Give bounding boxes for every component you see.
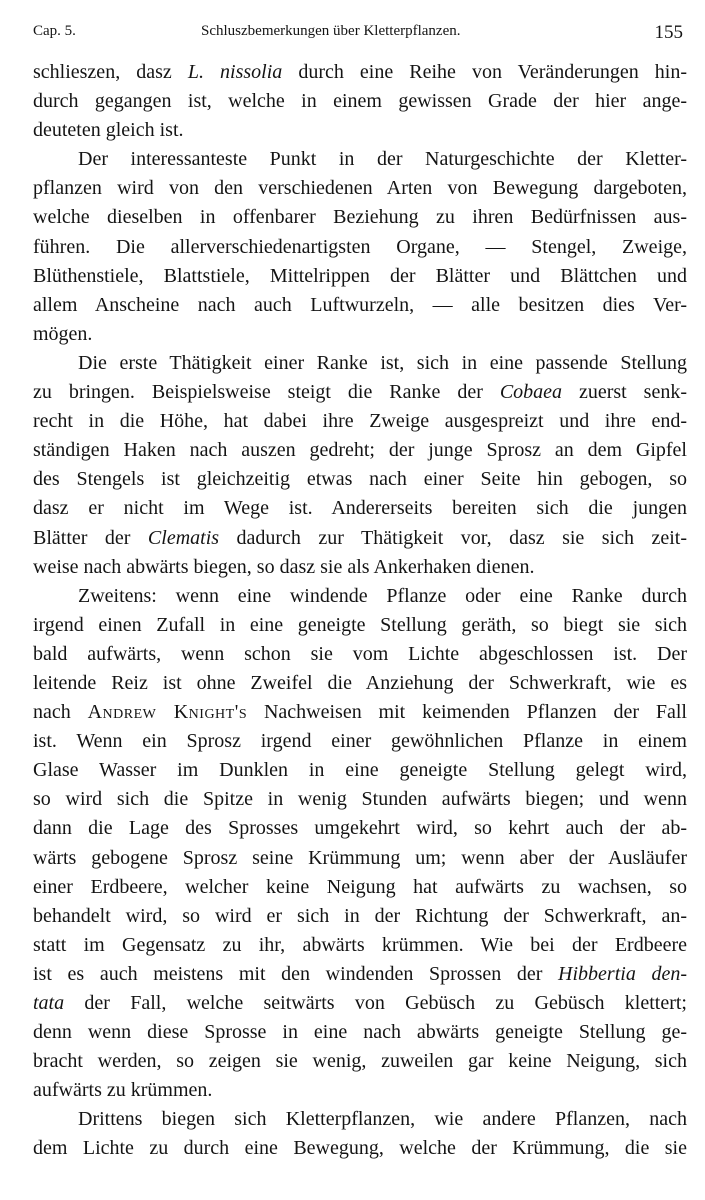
text-line: schlieszen, dasz L. nissolia durch eine Reihe von Veränderungen hin- xyxy=(33,61,687,83)
italic-term: Clematis xyxy=(147,526,220,549)
italic-term: Hibbertia den- xyxy=(558,962,687,985)
italic-term: L. nissolia xyxy=(187,61,283,83)
text-line: wärts gebogene Sprosz seine Krümmung um; wenn aber der Ausläufer xyxy=(33,846,687,869)
text-line: führen. Die allerverschiedenartigsten Organe, — Stengel, Zweige, xyxy=(33,235,687,258)
text-line: Blüthenstiele, Blattstiele, Mittelrippen der Blätter und Blättchen und xyxy=(33,264,687,287)
text-line: recht in die Höhe, hat dabei ihre Zweige ausgespreizt und ihre end- xyxy=(33,410,687,433)
text-line: denn wenn diese Sprosse in eine nach abwärts geneigte Stellung ge- xyxy=(33,1021,687,1044)
text-line: des Stengels ist gleichzeitig etwas nach einer Seite hin gebogen, so xyxy=(33,468,687,491)
text-line: welche dieselben in offenbarer Beziehung zu ihren Bedürfnissen aus- xyxy=(33,206,687,229)
text-line: Die erste Thätigkeit einer Ranke ist, sich in eine passende Stellung xyxy=(78,351,687,374)
text-line: zu bringen. Beispielsweise steigt die Ranke der Cobaea zuerst senk- xyxy=(33,381,687,404)
text-line: ist. Wenn ein Sprosz irgend einer gewöhnlichen Pflanze in einem xyxy=(33,730,687,753)
text-line: deuteten gleich ist. xyxy=(33,119,184,142)
italic-term: Cobaea xyxy=(499,381,563,404)
text-line: Drittens biegen sich Kletterpflanzen, wie andere Pflanzen, nach xyxy=(78,1108,687,1131)
text-line: mögen. xyxy=(33,322,93,345)
small-caps-name: Andrew Knight's xyxy=(87,701,248,724)
chapter-label: Cap. 5. xyxy=(33,23,76,39)
text-line: aufwärts zu krümmen. xyxy=(33,1079,213,1102)
text-line: behandelt wird, so wird er sich in der Richtung der Schwerkraft, an- xyxy=(33,904,687,927)
text-line: statt im Gegensatz zu ihr, abwärts krümmen. Wie bei der Erdbeere xyxy=(33,933,687,956)
text-line: einer Erdbeere, welcher keine Neigung hat aufwärts zu wachsen, so xyxy=(33,875,687,898)
text-line: bald aufwärts, wenn schon sie vom Lichte abgeschlossen ist. Der xyxy=(33,642,687,665)
text-line: ist es auch meistens mit den windenden Sprossen der Hibbertia den- xyxy=(33,962,687,985)
page-header xyxy=(33,18,687,44)
text-line: bracht werden, so zeigen sie wenig, zuweilen gar keine Neigung, sich xyxy=(33,1050,687,1073)
text-line: ständigen Haken nach auszen gedreht; der junge Sprosz an dem Gipfel xyxy=(33,439,687,462)
body-text xyxy=(33,58,687,1164)
text-line: Der interessanteste Punkt in der Naturgeschichte der Kletter- xyxy=(78,148,687,171)
page-number: 155 xyxy=(654,22,683,43)
text-line: dasz er nicht im Wege ist. Andererseits bereiten sich die jungen xyxy=(33,497,687,520)
text-line: dann die Lage des Sprosses umgekehrt wird, so kehrt auch der ab- xyxy=(33,817,687,840)
text-line: allem Anscheine nach auch Luftwurzeln, — alle besitzen dies Ver- xyxy=(33,293,687,316)
text-line: Blätter der Clematis dadurch zur Thätigkeit vor, dasz sie sich zeit- xyxy=(33,526,687,549)
text-line: durch gegangen ist, welche in einem gewissen Grade der hier ange- xyxy=(33,90,687,113)
text-line: tata der Fall, welche seitwärts von Gebüsch zu Gebüsch klettert; xyxy=(33,992,687,1014)
text-line: so wird sich die Spitze in wenig Stunden aufwärts biegen; und wenn xyxy=(33,788,687,811)
text-line: leitende Reiz ist ohne Zweifel die Anziehung der Schwerkraft, wie es xyxy=(33,671,687,694)
text-line: dem Lichte zu durch eine Bewegung, welche der Krümmung, die sie xyxy=(33,1137,687,1160)
text-line: nach Andrew Knight's Nachweisen mit keimenden Pflanzen der Fall xyxy=(33,701,687,724)
text-line: irgend einen Zufall in eine geneigte Stellung geräth, so biegt sie sich xyxy=(33,613,687,636)
italic-term: tata xyxy=(33,992,65,1014)
running-title: Schluszbemerkungen über Kletterpflanzen. xyxy=(201,23,461,39)
text-line: Zweitens: wenn eine windende Pflanze oder eine Ranke durch xyxy=(78,584,687,607)
text-line: pflanzen wird von den verschiedenen Arten von Bewegung dargeboten, xyxy=(33,177,687,200)
text-line: Glase Wasser im Dunklen in eine geneigte Stellung gelegt wird, xyxy=(33,759,687,782)
text-line: weise nach abwärts biegen, so dasz sie als Ankerhaken dienen. xyxy=(33,555,535,578)
